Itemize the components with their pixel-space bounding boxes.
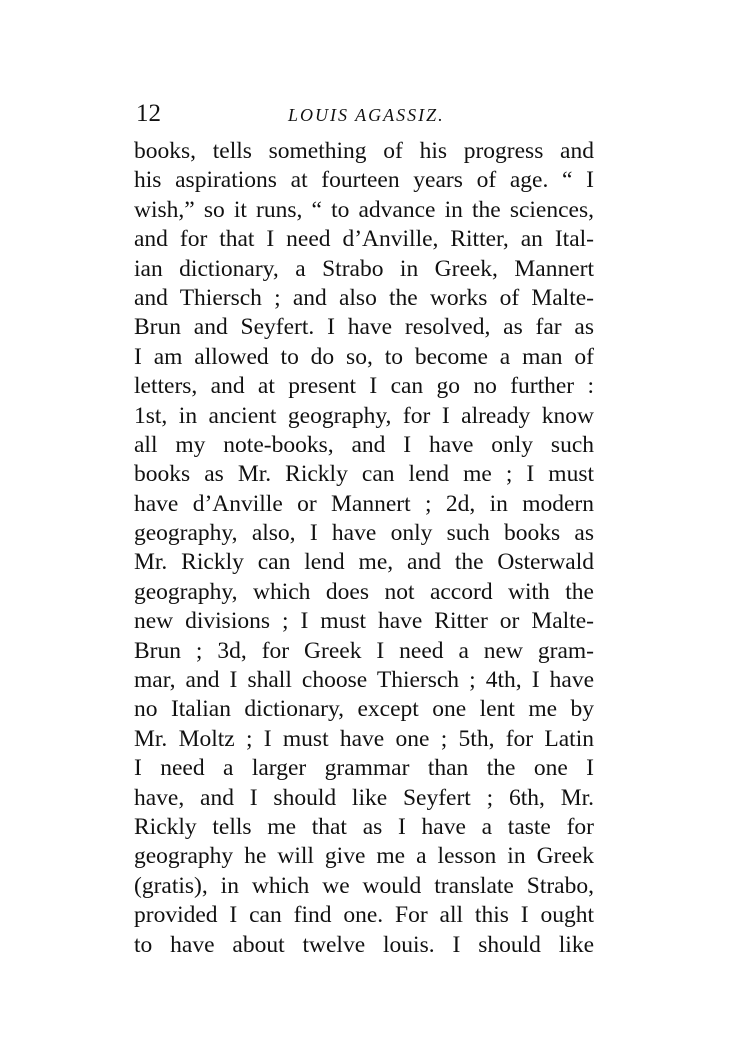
text-line: I am allowed to do so, to become a man of bbox=[134, 343, 594, 370]
text-line: books as Mr. Rickly can lend me ; I must bbox=[134, 461, 594, 488]
text-line: to have about twelve louis. I should like bbox=[134, 931, 594, 958]
text-line: Brun ; 3d, for Greek I need a new gram- bbox=[134, 637, 594, 664]
text-line: wish,” so it runs, “ to advance in the sciences, bbox=[134, 196, 594, 223]
text-line: his aspirations at fourteen years of age. “ I bbox=[134, 167, 594, 194]
text-line: and Thiersch ; and also the works of Malte- bbox=[134, 284, 594, 311]
text-line: new divisions ; I must have Ritter or Malte- bbox=[134, 608, 594, 635]
text-line: no Italian dictionary, except one lent me by bbox=[134, 696, 594, 723]
text-line: letters, and at present I can go no further : bbox=[134, 373, 594, 400]
text-line: 1st, in ancient geography, for I already know bbox=[134, 402, 594, 429]
text-line: books, tells something of his progress and bbox=[134, 138, 594, 164]
text-line: (gratis), in which we would translate Strabo, bbox=[134, 872, 594, 899]
text-line: I need a larger grammar than the one I bbox=[134, 755, 594, 782]
text-line: provided I can find one. For all this I ought bbox=[134, 902, 594, 929]
text-line: have d’Anville or Mannert ; 2d, in modern bbox=[134, 490, 594, 517]
text-line: Mr. Rickly can lend me, and the Osterwald bbox=[134, 549, 594, 576]
text-line: all my note-books, and I have only such bbox=[134, 431, 594, 458]
text-line: geography, also, I have only such books as bbox=[134, 520, 594, 547]
body-text bbox=[134, 137, 594, 960]
text-line: and for that I need d’Anville, Ritter, an Ital- bbox=[134, 226, 594, 253]
page-number: 12 bbox=[136, 100, 161, 127]
running-title: LOUIS AGASSIZ. bbox=[288, 105, 445, 125]
text-line: geography he will give me a lesson in Greek bbox=[134, 843, 594, 870]
text-line: have, and I should like Seyfert ; 6th, Mr. bbox=[134, 784, 594, 811]
text-line: mar, and I shall choose Thiersch ; 4th, I have bbox=[134, 667, 594, 694]
text-line: geography, which does not accord with the bbox=[134, 578, 594, 605]
running-head bbox=[136, 97, 596, 131]
text-line: Brun and Seyfert. I have resolved, as far as bbox=[134, 314, 594, 341]
text-line: Mr. Moltz ; I must have one ; 5th, for Latin bbox=[134, 725, 594, 752]
text-line: ian dictionary, a Strabo in Greek, Mannert bbox=[134, 255, 594, 282]
text-line: Rickly tells me that as I have a taste for bbox=[134, 813, 594, 840]
